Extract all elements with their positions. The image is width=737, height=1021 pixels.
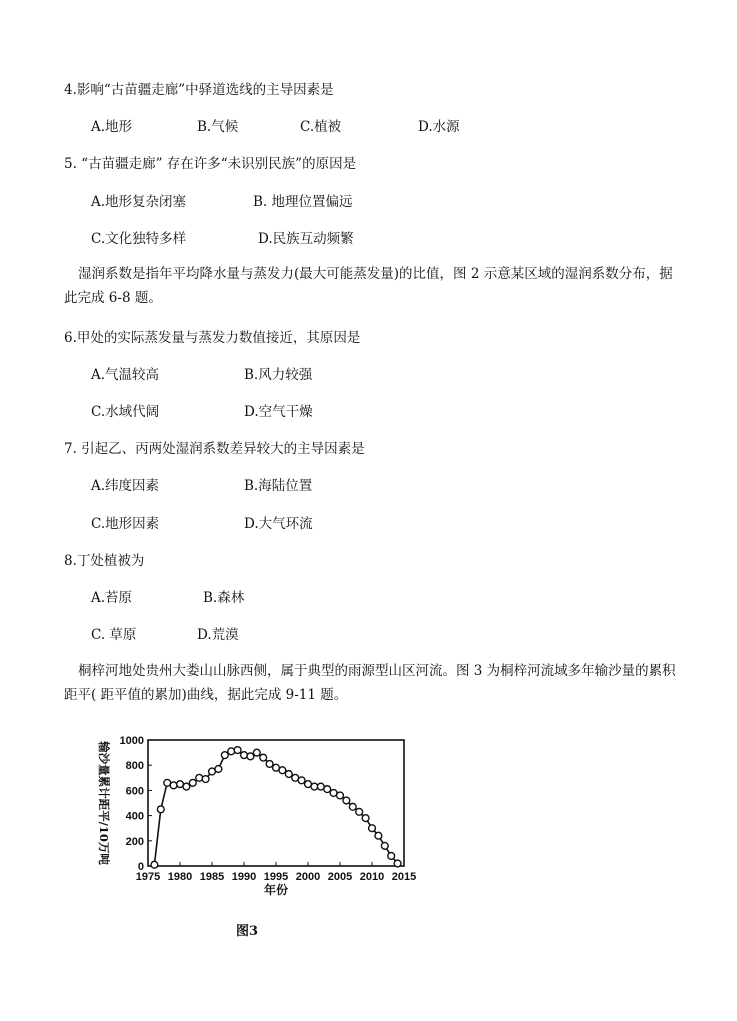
- x-tick-label: 1985: [199, 871, 225, 883]
- q7-option-c: C.地形因素: [91, 516, 160, 532]
- x-tick-label: 1975: [135, 871, 161, 883]
- y-tick-label: 0: [137, 861, 144, 873]
- y-tick-label: 800: [125, 760, 144, 773]
- plot-frame: [148, 740, 404, 866]
- question-8-stem: 8.丁处植被为: [64, 553, 145, 569]
- data-point: [349, 803, 356, 810]
- data-point: [337, 792, 344, 799]
- data-point: [157, 806, 164, 813]
- question-5-stem: 5. “古苗疆走廊” 存在许多“未识别民族”的原因是: [64, 156, 357, 172]
- data-point: [388, 853, 395, 860]
- data-point: [215, 766, 222, 773]
- q5-option-d: D.民族互动频繁: [258, 231, 354, 247]
- data-point: [196, 774, 203, 781]
- data-point: [228, 748, 235, 755]
- data-point: [375, 832, 382, 839]
- x-tick-label: 2010: [359, 871, 385, 883]
- data-point: [234, 747, 241, 754]
- question-7-stem: 7. 引起乙、丙两处湿润系数差异较大的主导因素是: [64, 441, 365, 457]
- passage-tongzi-river: 桐梓河地处贵州大娄山山脉西侧，属于典型的雨源型山区河流。图 3 为桐梓河流域多年输沙量的累积距平( 距平值的累加)曲线，据此完成 9-11 题。: [64, 663, 676, 703]
- q8-option-b: B.森林: [203, 590, 245, 606]
- q5-option-a: A.地形复杂闭塞: [91, 194, 187, 210]
- x-tick-label: 1980: [167, 871, 193, 883]
- q7-option-a: A.纬度因素: [91, 478, 160, 494]
- data-point: [381, 842, 388, 849]
- x-tick-label: 2000: [295, 871, 321, 883]
- figure-caption: 图3: [236, 924, 259, 939]
- q4-option-c: C.植被: [300, 119, 342, 135]
- data-point: [369, 825, 376, 832]
- data-point: [183, 783, 190, 790]
- q5-option-b: B. 地理位置偏远: [253, 194, 353, 210]
- question-4-stem: 4.影响“古苗疆走廊”中驿道选线的主导因素是: [64, 82, 334, 98]
- data-point: [285, 771, 292, 778]
- x-tick-label: 2005: [327, 871, 353, 883]
- data-point: [356, 808, 363, 815]
- data-point: [260, 754, 267, 761]
- data-point: [279, 767, 286, 774]
- data-point: [298, 777, 305, 784]
- sediment-chart: [97, 728, 432, 908]
- data-point: [343, 797, 350, 804]
- data-point: [151, 861, 158, 868]
- data-point: [221, 752, 228, 759]
- data-point: [189, 779, 196, 786]
- x-tick-label: 2015: [391, 871, 417, 883]
- q5-option-c: C.文化独特多样: [91, 231, 187, 247]
- q4-option-d: D.水源: [418, 119, 460, 135]
- q7-option-d: D.大气环流: [244, 516, 313, 532]
- data-point: [362, 815, 369, 822]
- x-tick-label: 1990: [231, 871, 257, 883]
- y-tick-label: 400: [125, 810, 144, 823]
- y-tick-label: 200: [125, 835, 144, 848]
- data-point: [170, 782, 177, 789]
- q8-option-c: C. 草原: [91, 627, 137, 643]
- q4-option-b: B.气候: [197, 119, 239, 135]
- q8-option-a: A.苔原: [91, 590, 133, 606]
- x-axis-label: 年份: [263, 883, 289, 897]
- q6-option-b: B.风力较强: [244, 367, 313, 383]
- data-point: [394, 860, 401, 867]
- y-axis-label: 输沙量累计距平/10万吨: [97, 741, 111, 865]
- q7-option-b: B.海陆位置: [244, 478, 313, 494]
- data-point: [266, 761, 273, 768]
- data-point: [241, 752, 248, 759]
- q6-option-a: A.气温较高: [91, 367, 160, 383]
- data-point: [247, 753, 254, 760]
- passage-humidity: 湿润系数是指年平均降水量与蒸发力(最大可能蒸发量)的比值，图 2 示意某区域的湿润系数分布，据此完成 6-8 题。: [64, 266, 673, 306]
- y-tick-label: 1000: [119, 735, 144, 747]
- q4-option-a: A.地形: [91, 119, 133, 135]
- y-tick-label: 600: [125, 785, 144, 798]
- q6-option-c: C.水域代阔: [91, 404, 160, 420]
- x-tick-label: 1995: [263, 871, 289, 883]
- data-point: [202, 776, 209, 783]
- q8-option-d: D.荒漠: [197, 627, 239, 643]
- q6-option-d: D.空气干燥: [244, 404, 313, 420]
- data-point: [253, 749, 260, 756]
- data-point: [324, 786, 331, 793]
- question-6-stem: 6.甲处的实际蒸发量与蒸发力数值接近，其原因是: [64, 330, 361, 346]
